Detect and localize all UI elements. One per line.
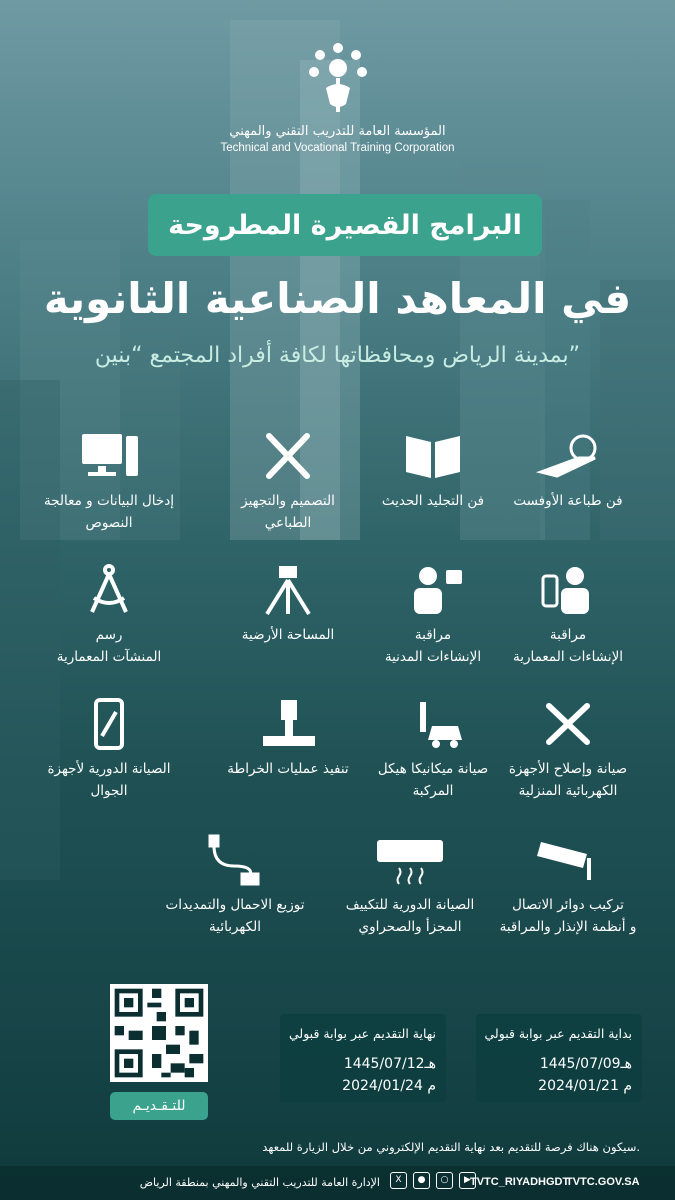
compass-icon	[74, 562, 144, 618]
program-label: رسم	[95, 627, 123, 643]
architect-worker-icon	[533, 562, 603, 618]
footer	[0, 1166, 675, 1200]
program-label: الصيانة الدورية للتكييف	[345, 897, 475, 913]
open-book-icon	[398, 428, 468, 484]
program-item: صيانة وإصلاح الأجهزة الكهربائية المنزلية	[483, 696, 653, 802]
headline: في المعاهد الصناعية الثانوية	[43, 274, 632, 323]
program-item: الصيانة الدورية لأجهزة الجوال	[24, 696, 194, 802]
program-label: فن التجليد الحديث	[381, 493, 485, 509]
social-handle[interactable]: TVTC_RIYADHGDT	[470, 1176, 570, 1188]
program-item	[203, 696, 373, 780]
power-plug-icon	[200, 832, 270, 888]
end-date-hijri: 1445/07/12هـ	[343, 1056, 436, 1072]
website-link[interactable]: TVTC.GOV.SA	[566, 1176, 640, 1188]
org-name-english: Technical and Vocational Training Corporation	[220, 142, 455, 154]
program-label: الصيانة الدورية لأجهزة	[47, 761, 171, 777]
start-date-label: بداية التقديم عبر بوابة قبولي	[484, 1026, 632, 1041]
wrench-screwdriver-icon	[533, 696, 603, 752]
program-item	[203, 562, 373, 646]
end-date-card	[280, 1014, 446, 1102]
snapchat-icon[interactable]: ●	[413, 1172, 430, 1189]
program-label: مراقبة	[414, 627, 452, 643]
administration-name: الإدارة العامة للتدريب التقني والمهني بمنطقة الرياض	[139, 1176, 380, 1189]
program-label: تنفيذ عمليات الخراطة	[227, 761, 349, 777]
program-item: الصيانة الدورية للتكييف المجزأ والصحراوي	[325, 832, 495, 938]
end-date-gregorian: 2024/01/24 م	[342, 1078, 436, 1094]
program-label: صيانة وإصلاح الأجهزة	[508, 761, 628, 777]
program-item: التصميم والتجهيز الطباعي	[203, 428, 373, 534]
social-icons	[390, 1172, 476, 1189]
palm-logo-icon	[306, 38, 370, 116]
cctv-camera-icon	[533, 832, 603, 888]
computer-icon	[74, 428, 144, 484]
program-item	[348, 428, 518, 512]
start-date-gregorian: 2024/01/21 م	[538, 1078, 632, 1094]
program-label: تركيب دوائر الاتصال	[512, 897, 624, 913]
design-tools-icon	[253, 428, 323, 484]
mobile-repair-icon	[74, 696, 144, 752]
x-icon[interactable]: X	[390, 1172, 407, 1189]
program-label: المساحة الأرضية	[241, 627, 335, 643]
instagram-icon[interactable]: ○	[436, 1172, 453, 1189]
paper-roll-icon	[533, 428, 603, 484]
air-conditioner-icon	[375, 832, 445, 888]
org-name-arabic: المؤسسة العامة للتدريب التقني والمهني	[229, 124, 446, 139]
youtube-icon[interactable]: ▶	[459, 1172, 476, 1189]
program-label: مراقبة	[549, 627, 587, 643]
visit-note: سيكون هناك فرصة للتقديم بعد نهاية التقديم الإلكتروني من خلال الزيارة للمعهد.	[262, 1140, 640, 1154]
car-wrench-icon	[398, 696, 468, 752]
start-date-hijri: 1445/07/09هـ	[539, 1056, 632, 1072]
program-item: مراقبة الإنشاءات المدنية	[348, 562, 518, 668]
program-label: إدخال البيانات و معالجة	[43, 493, 175, 509]
lathe-machine-icon	[253, 696, 323, 752]
civil-worker-icon	[398, 562, 468, 618]
subheadline: بمدينة الرياض ومحافظاتها لكافة أفراد المجتمع “بنين”	[94, 343, 581, 368]
tvtc-logo	[0, 38, 675, 120]
apply-button[interactable]: للتـقـديـم	[110, 1092, 208, 1120]
program-item: توزيع الاحمال والتمديدات الكهربائية	[150, 832, 320, 938]
start-date-card	[476, 1014, 642, 1102]
title-box: البرامج القصيرة المطروحة	[148, 194, 542, 256]
program-item: مراقبة الإنشاءات المعمارية	[483, 562, 653, 668]
program-item: إدخال البيانات و معالجة النصوص	[24, 428, 194, 534]
program-label: فن طباعة الأوفست	[513, 493, 623, 509]
program-label: صيانة ميكانيكا هيكل	[377, 761, 489, 777]
program-item: تركيب دوائر الاتصال و أنظمة الإنذار والمراقبة	[483, 832, 653, 938]
program-item: صيانة ميكانيكا هيكل المركبة	[348, 696, 518, 802]
qr-code[interactable]	[110, 984, 208, 1082]
end-date-label: نهاية التقديم عبر بوابة قبولي	[288, 1026, 436, 1041]
program-label: التصميم والتجهيز	[241, 493, 335, 509]
qr-code-icon	[110, 984, 208, 1082]
survey-tripod-icon	[253, 562, 323, 618]
program-label: توزيع الاحمال والتمديدات	[165, 897, 305, 913]
program-item: رسم المنشآت المعمارية	[24, 562, 194, 668]
